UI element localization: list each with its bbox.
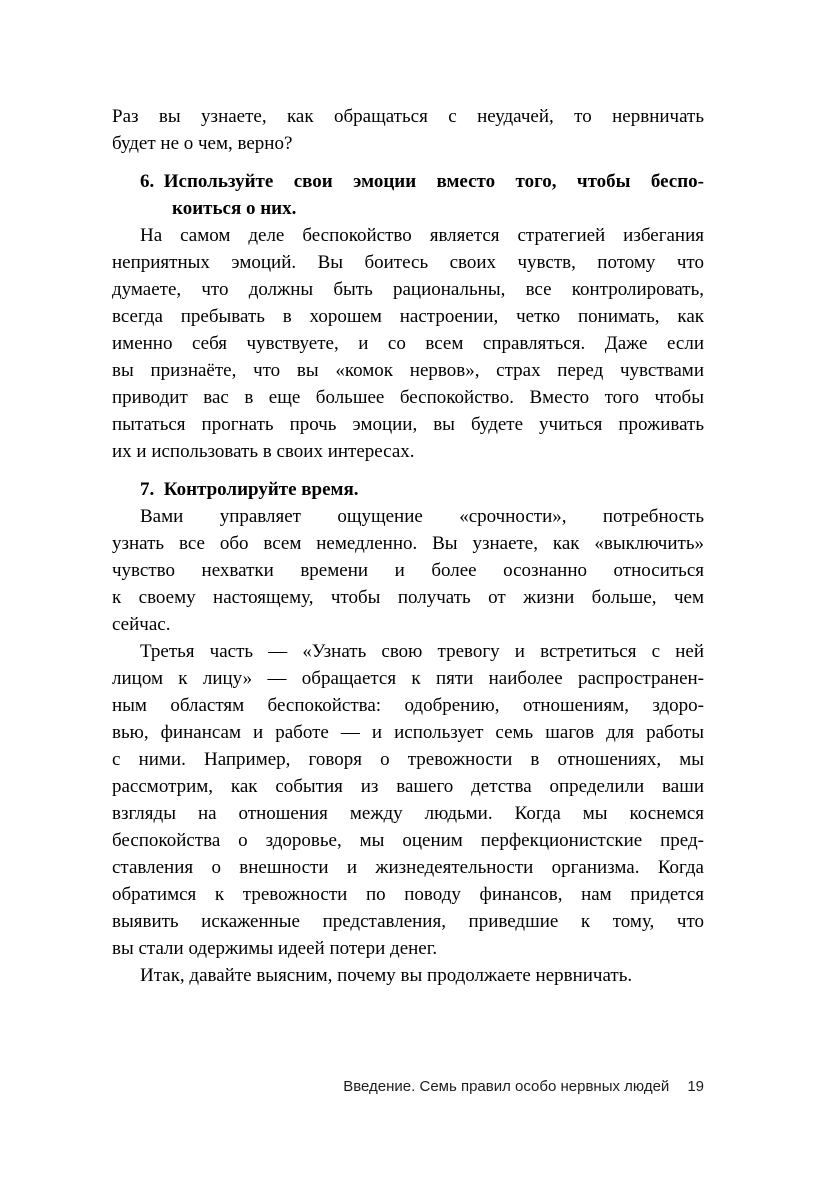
section-heading bbox=[112, 168, 704, 222]
text-line: чувство нехватки времени и более осознанно относиться bbox=[112, 560, 704, 581]
page-footer bbox=[112, 1078, 704, 1095]
text-line: именно себя чувствуете, и со всем справляться. Даже если bbox=[112, 333, 704, 354]
text-line: Вами управляет ощущение «срочности», потребность bbox=[140, 506, 704, 527]
text-line: к своему настоящему, чтобы получать от жизни больше, чем bbox=[112, 587, 704, 608]
text-line: пытаться прогнать прочь эмоции, вы будете учиться проживать bbox=[112, 414, 704, 435]
running-title: Введение. Семь правил особо нервных людей bbox=[343, 1078, 670, 1095]
text-line: 6. Используйте свои эмоции вместо того, чтобы беспо- bbox=[140, 171, 704, 192]
text-line: рассмотрим, как события из вашего детства определили ваши bbox=[112, 776, 704, 797]
text-line: думаете, что должны быть рациональны, все контролировать, bbox=[112, 279, 704, 300]
text-line: будет не о чем, верно? bbox=[112, 133, 293, 154]
text-line: Раз вы узнаете, как обращаться с неудачей, то нервничать bbox=[112, 106, 704, 127]
paragraph bbox=[112, 222, 704, 465]
text-line: Третья часть — «Узнать свою тревогу и встретиться с ней bbox=[140, 641, 704, 662]
text-line: выявить искаженные представления, приведшие к тому, что bbox=[112, 911, 704, 932]
text-line: 7. Контролируйте время. bbox=[140, 479, 359, 500]
text-line: всегда пребывать в хорошем настроении, четко понимать, как bbox=[112, 306, 704, 327]
text-line: обратимся к тревожности по поводу финансов, нам придется bbox=[112, 884, 704, 905]
text-line: узнать все обо всем немедленно. Вы узнаете, как «выключить» bbox=[112, 533, 704, 554]
text-line: беспокойства о здоровье, мы оценим перфекционистские пред- bbox=[112, 830, 704, 851]
section-heading bbox=[112, 476, 704, 503]
text-line: неприятных эмоций. Вы боитесь своих чувств, потому что bbox=[112, 252, 704, 273]
text-line: На самом деле беспокойство является стратегией избегания bbox=[140, 225, 704, 246]
text-line: вью, финансам и работе — и использует семь шагов для работы bbox=[112, 722, 704, 743]
paragraph bbox=[112, 103, 704, 157]
text-line: ным областям беспокойства: одобрению, отношениям, здоро- bbox=[112, 695, 704, 716]
text-line: Итак, давайте выясним, почему вы продолжаете нервничать. bbox=[140, 965, 633, 986]
paragraph bbox=[112, 638, 704, 962]
page-content bbox=[112, 103, 704, 989]
text-line: приводит вас в еще большее беспокойство. Вместо того чтобы bbox=[112, 387, 704, 408]
text-line: взгляды на отношения между людьми. Когда мы коснемся bbox=[112, 803, 704, 824]
text-line: ставления о внешности и жизнедеятельности организма. Когда bbox=[112, 857, 704, 878]
page-number: 19 bbox=[687, 1078, 704, 1095]
text-line: их и использовать в своих интересах. bbox=[112, 441, 415, 462]
text-line: коиться о них. bbox=[172, 198, 297, 219]
text-line: лицом к лицу» — обращается к пяти наиболее распространен- bbox=[112, 668, 704, 689]
paragraph bbox=[112, 962, 704, 989]
text-line: с ними. Например, говоря о тревожности в отношениях, мы bbox=[112, 749, 704, 770]
text-line: вы стали одержимы идеей потери денег. bbox=[112, 938, 438, 959]
paragraph bbox=[112, 503, 704, 638]
text-line: сейчас. bbox=[112, 614, 171, 635]
text-line: вы признаёте, что вы «комок нервов», страх перед чувствами bbox=[112, 360, 704, 381]
